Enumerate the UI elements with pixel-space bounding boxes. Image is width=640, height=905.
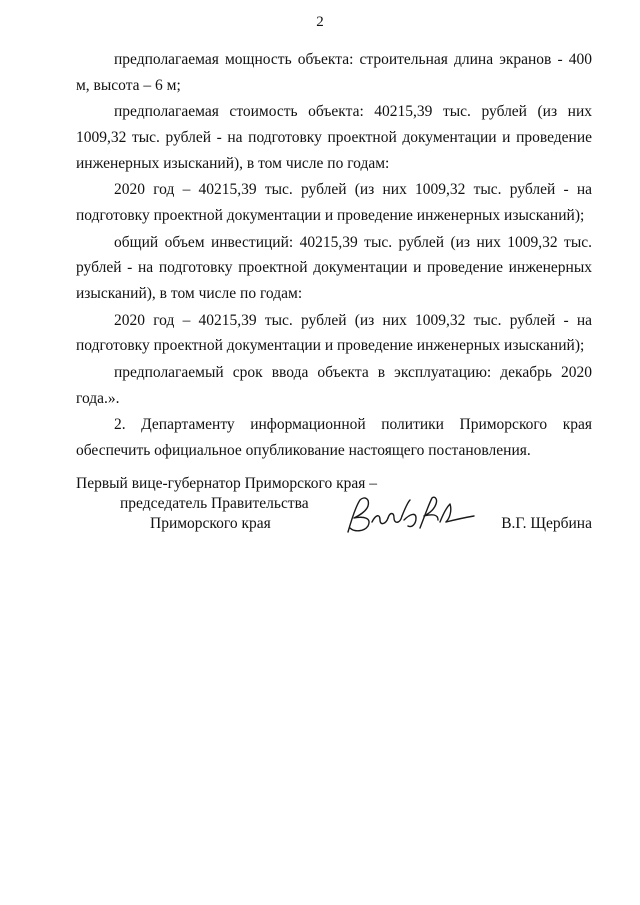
paragraph-estimated-cost: предполагаемая стоимость объекта: 40215,39 тыс. рублей (из них 1009,32 тыс. рублей - на подготовку проектной документации и проведение инженерных изысканий), в том числе по годам: bbox=[76, 103, 592, 172]
document-body bbox=[76, 47, 592, 465]
paragraph-capacity: предполагаемая мощность объекта: строительная длина экранов - 400 м, высота – 6 м; bbox=[76, 51, 592, 94]
paragraph-publication-order: 2. Департаменту информационной политики Приморского края обеспечить официальное опубликование настоящего постановления. bbox=[76, 416, 592, 460]
signer-position-line3: Приморского края bbox=[150, 515, 271, 532]
handwritten-signature bbox=[342, 492, 478, 538]
signature-block bbox=[76, 474, 592, 544]
paragraph-cost-2020: 2020 год – 40215,39 тыс. рублей (из них 1009,32 тыс. рублей - на подготовку проектной документации и проведение инженерных изысканий); bbox=[76, 181, 592, 224]
signer-position-line2: председатель Правительства bbox=[120, 495, 309, 512]
paragraph-commissioning-date: предполагаемый срок ввода объекта в эксплуатацию: декабрь 2020 года.». bbox=[76, 364, 592, 407]
signer-position-line1: Первый вице-губернатор Приморского края – bbox=[76, 475, 378, 492]
signer-name: В.Г. Щербина bbox=[501, 515, 592, 532]
paragraph-investment-2020: 2020 год – 40215,39 тыс. рублей (из них 1009,32 тыс. рублей - на подготовку проектной документации и проведение инженерных изысканий); bbox=[76, 311, 592, 355]
page-number: 2 bbox=[316, 14, 324, 30]
paragraph-total-investment: общий объем инвестиций: 40215,39 тыс. рублей (из них 1009,32 тыс. рублей - на подготовку проектной документации и проведение инженерных изысканий), в том числе по годам: bbox=[76, 233, 592, 302]
